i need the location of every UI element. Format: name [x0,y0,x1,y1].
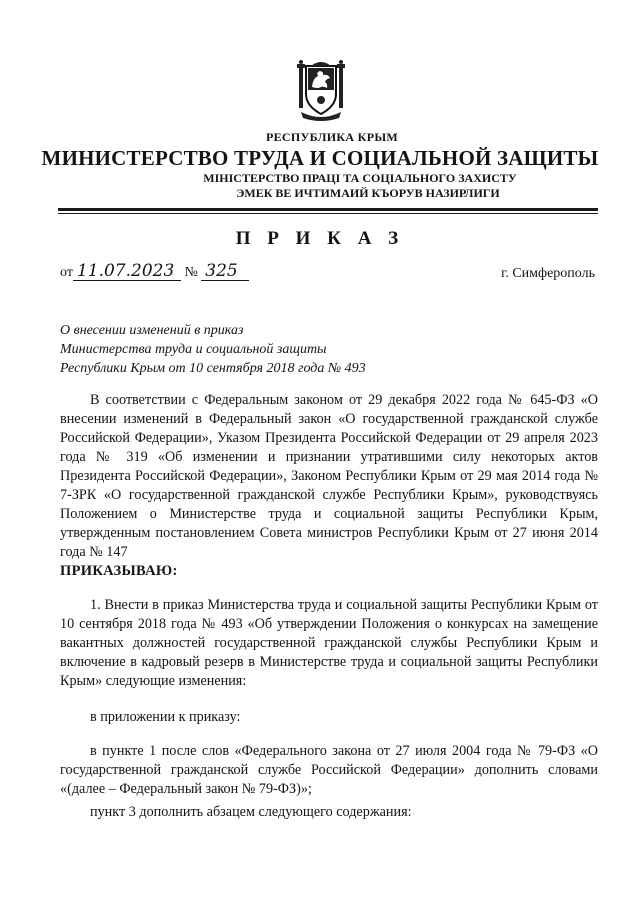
header-ministry: МИНИСТЕРСТВО ТРУДА И СОЦИАЛЬНОЙ ЗАЩИТЫ [41,146,599,170]
header-ministry-crimean-tatar: ЭМЕК ВЕ ИЧТИМАИЙ КЪОРУВ НАЗИРЛИГИ [236,186,500,200]
preamble-paragraph: В соответствии с Федеральным законом от 29 декабря 2022 года № 645-ФЗ «О внесении изменений в Федеральный закон «О государственной гражданской службе Российской Федерации», Указом Президента Российской Федерации от 29 апреля 2023 года № 319 «Об изменении и признании утратившими силу некоторых актов Президента Российской Федерации», Законом Республики Крым от 29 мая 2014 года № 7-ЗРК «О государственной гражданской службе Республики Крым», руководствуясь Положением о Министерстве труда и социальной защиты Республики Крым, утвержденным постановлением Совета министров Республики Крым от 27 июня 2014 года № 147 [60,392,598,560]
point-1-paragraph: в пункте 1 после слов «Федерального закона от 27 июля 2004 года № 79-ФЗ «О государственной гражданской службе Российской Федерации» дополнить словами «(далее – Федеральный закон № 79-ФЗ)»; [60,743,598,797]
header-divider-thin [58,213,598,214]
subject-line-3: Республики Крым от 10 сентября 2018 года № 493 [60,361,366,376]
subject-line-1: О внесении изменений в приказ [60,323,244,338]
header-ministry-ukrainian: МІНІСТЕРСТВО ПРАЦІ ТА СОЦІАЛЬНОГО ЗАХИСТУ [203,171,517,185]
dateline-number-sign: № [184,265,198,280]
dateline-prefix: от [60,265,73,280]
handwritten-date: 11.07.2023 [73,262,181,281]
subject-line-2: Министерства труда и социальной защиты [60,342,327,357]
order-directive-word: ПРИКАЗЫВАЮ: [60,563,178,579]
order-title: П Р И К А З [235,228,405,249]
city-name: г. Симферополь [501,266,595,281]
appendix-paragraph: в приложении к приказу: [90,709,241,725]
order-dateline [60,262,249,281]
clause-1-paragraph: 1. Внести в приказ Министерства труда и социальной защиты Республики Крым от 10 сентября 2018 года № 493 «Об утверждении Положения о конкурсах на замещение вакантных должностей государственной гражданской службы Республики Крым и включение в кадровый резерв в Министерстве труда и социальной защиты Республики Крым» следующие изменения: [60,597,598,689]
crimea-coat-of-arms-icon [297,60,345,122]
handwritten-order-number: 325 [201,262,249,281]
header-republic: РЕСПУБЛИКА КРЫМ [265,130,399,144]
point-3-paragraph: пункт 3 дополнить абзацем следующего содержания: [90,804,412,820]
header-divider-thick [58,208,598,211]
order-subject [60,321,480,378]
